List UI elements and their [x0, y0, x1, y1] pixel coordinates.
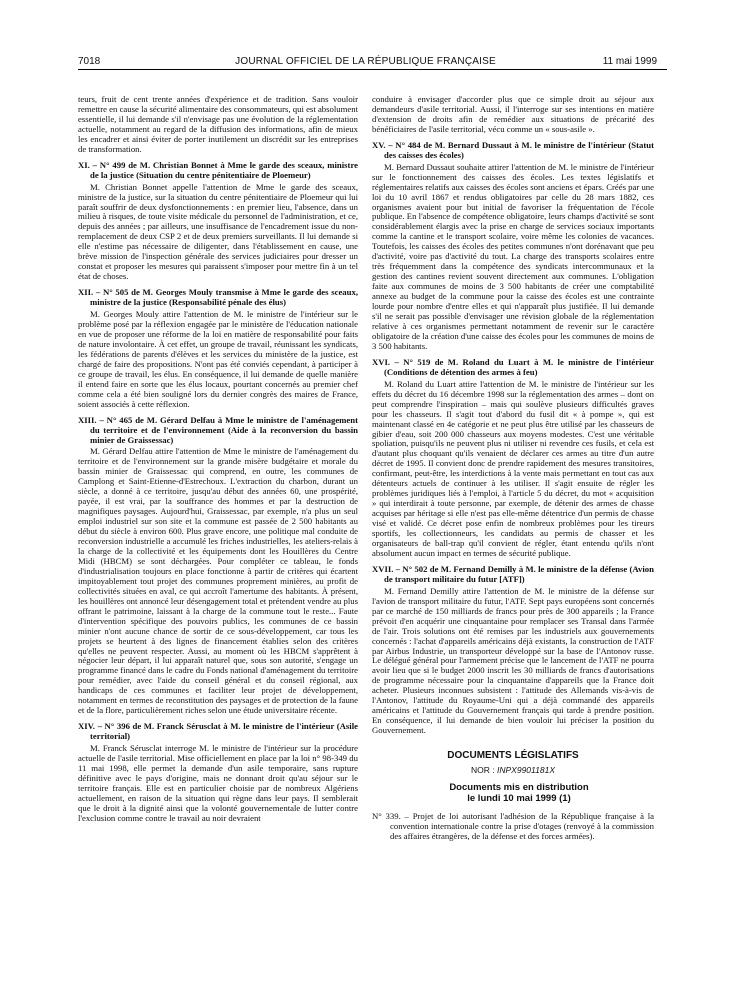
question-number: XI. – N° 499 de M. Christian Bonnet: [78, 159, 218, 170]
question-title: [78, 288, 358, 308]
question-body: M. Roland du Luart attire l'attention de M. le ministre de l'intérieur sur les effets du décret du 16 décembre 1998 sur la réglementation des armes – dont on peut comprendre l'inspiration – mais qui soulève plusieurs difficultés graves pour les chasseurs. Il s'agit tout d'abord du fusil dit « à pompe », qui est maintenant classé en 4e catégorie et ne peut plus être utilisé par les chasseurs de gibier d'eau, soit 200 000 chasseurs aux moyens modestes. C'est une véritable spoliation, puisqu'ils ne peuvent plus ni utiliser ni revendre ces fusils, et cela est d'autant plus choquant qu'ils venaient de déclarer ces armes au titre d'un autre décret de 1995. Il convient donc de prendre rapidement des mesures transitoires, confirmant, peut-être, les interdictions à la vente mais permettant en tout cas aux détenteurs actuels de continuer à les utiliser. Il s'agit ensuite de régler les problèmes juridiques liés à l'emploi, à l'article 5 du décret, du mot « acquisition » qui interdirait à toute personne, par exemple, de détenir des armes de chasse acquises par héritage si elle n'est pas elle-même détentrice d'un permis de chasse visé et validé. Ce décret pose enfin de nombreux problèmes pour les tireurs sportifs, les collectionneurs, les candidats au permis de chasser et les organisateurs de ball-trap qu'il convient de régler, étant entendu qu'ils n'ont absolument aucun impact en termes de sécurité publique.: [372, 378, 654, 558]
question-number: XVI. – N° 519 de M. Roland du Luart: [372, 356, 530, 367]
question-body: M. Franck Sérusclat interroge M. le ministre de l'intérieur sur la procédure actuelle de l'asile territorial. Mise officiellement en place par la loi n° 98-349 du 11 mai 1998, elle permet la demande d'un asile temporaire, sans rupture définitive avec le pays d'origine, mais ne donnant droit qu'au séjour sur le territoire français. Elle est en particulier choisie par de nombreux Algériens actuellement, en raison de la situation qui règne dans leur pays. Il semblerait que le droit à la dignité ainsi que la volonté gouvernementale de lutter contre l'exclusion comme contre le travail au noir devraient: [78, 743, 358, 823]
question-title: [372, 358, 654, 378]
nor-reference: [372, 764, 654, 776]
question-body: M. Bernard Dussaut souhaite attirer l'attention de M. le ministre de l'intérieur sur le fonctionnement des caisses des écoles. Les textes législatifs et réglementaires relatifs aux caisses des écoles sont anciens et épars. Créés par une loi du 10 avril 1867 et rendus obligatoires par celle du 28 mars 1882, ces organismes avaient pour but initial de favoriser la fréquentation de l'école publique. En l'absence de compétence obligatoire, leurs champs d'activité se sont considérablement élargis avec la prise en charge de services sociaux importants comme la cantine et le transport scolaire, voire même les colonies de vacances. Toutefois, les caisses des écoles des petites communes n'ont dorénavant que peu d'activité, voire pas d'activité du tout. La charge des transports scolaires entre très fréquemment dans la compétence des syndicats intercommunaux et la gestion des cantines revient souvent directement aux communes. L'obligation faite aux communes de moins de 3 500 habitants de créer une comptabilité annexe au budget de la commune pour la caisse des écoles est une contrainte lourde pour nombre d'entre elles et qui n'apparaît plus justifiée. Il lui demande s'il ne serait pas possible d'envisager une révision globale de la réglementation relative à ces organismes permettant notamment de revenir sur le caractère obligatoire de la création d'une caisse des écoles pour les communes de moins de 3 500 habitants.: [372, 161, 654, 351]
question-title: [78, 161, 358, 181]
question-number: XIV. – N° 396 de M. Franck Sérusclat: [78, 721, 221, 732]
question-number: XII. – N° 505 de M. Georges Mouly: [78, 287, 213, 298]
question-subject: à M. le ministre de la défense (Avion de transport militaire du futur [ATF]): [384, 563, 654, 584]
left-column: [78, 95, 358, 985]
question-number: XVII. – N° 502 de M. Fernand Demilly: [372, 563, 517, 574]
right-column: [372, 95, 654, 985]
nor-label: NOR :: [471, 765, 495, 776]
question-subject: à M. le ministre de l'intérieur (Conditions de détention des armes à feu): [384, 356, 654, 377]
documents-date: le lundi 10 mai 1999 (1): [467, 793, 571, 805]
documents-subheading: Documents mis en distribution: [449, 782, 589, 794]
question-body: M. Fernand Demilly attire l'attention de M. le ministre de la défense sur l'avion de transport militaire du futur, l'ATF. Sept pays européens sont concernés par ce marché de 150 milliards de francs pour près de 300 appareils ; la France prévoit d'en acquérir une cinquantaine pour remplacer ses Transal dans l'armée de l'air. Trois solutions ont été remises par les industriels aux gouvernements concernés : l'achat d'appareils américains déjà existants, la construction de l'ATF par Airbus Industrie, un transporteur développé sur la base de l'Antonov russe. Le délégué général pour l'armement précise que le lancement de l'ATF ne pourra avoir lieu que si le budget 2000 inscrit les 30 milliards de francs d'autorisations de programme nécessaire pour la cinquantaine d'appareils que la France doit acheter. Plusieurs inconnues subsistent : l'attitude des Allemands vis-à-vis de l'Antonov, l'attitude du Royaume-Uni qui a déjà commandé des appareils américains et l'attitude du Gouvernement français qui tarde à prendre position. En conséquence, il lui demande de bien vouloir lui préciser la position du Gouvernement.: [372, 585, 654, 736]
question-body: M. Gérard Delfau attire l'attention de Mme le ministre de l'aménagement du territoire et de l'environnement sur la grande misère budgétaire et morale du bassin minier de Graissessac qui comprend, en outre, les communes de Camplong et Saint-Etienne-d'Estrechoux. L'extraction du charbon, durant un siècle, a donné à ce territoire, jusqu'au début des années 60, une prospérité, payée, il est vrai, par la souffrance des hommes et par la destruction de magnifiques paysages. Aujourd'hui, Graissessac, par exemple, n'a plus un seul emploi industriel sur son site et la commune est passée de 2 500 habitants au début du siècle à environ 600. Plus grave encore, une politique mal conduite de reconversion industrielle a accumulé les friches industrielles, les ateliers-relais à la charge de la collectivité et les équipements dont les Houillères du Centre Midi (HBCM) se sont déchargées. Pour compléter ce tableau, le fonds d'industrialisation toujours en place fonctionne à partir de critères qui écartent impitoyablement tout projet des communes proprement minières, au profit de collectivités situées en aval, ce qui accroît l'amertume des habitants. À présent, les houillères ont annoncé leur désengagement total et prétendent vendre au plus offrant le patrimoine, laissant à la charge de la commune tout le reste... Faute d'intervention spécifique des pouvoirs publics, les communes de ce bassin minier n'ont aucune chance de sortir de ce sous-développement, car tous les projets se heurtent à des lignes de financement établies selon des critères qu'elles ne peuvent respecter. Aussi, au moment où les HBCM s'apprêtent à négocier leur départ, il lui apparaît naturel que, sous son autorité, s'engage un programme financé dans le cadre du Fonds national d'aménagement du territoire pour remédier, avec l'aide du conseil général et du conseil régional, aux handicaps de ces communes et faciliter leur projet de développement, notamment en termes de reconstitution des paysages et de protection de la faune et de la flore, particulièrement riches selon une étude universitaire récente.: [78, 446, 358, 716]
continued-text: teurs, fruit de cent trente années d'expérience et de tradition. Sans vouloir remettre en cause la sécurité alimentaire des consommateurs, qui est absolument essentielle, il lui demande s'il n'envisage pas une évolution de la réglementation actuelle, notamment au regard de la diffusion des informations, afin de mieux les encadrer et ainsi éviter de porter inutilement un discrédit sur les entreprises de transformation.: [78, 95, 358, 154]
question-subject: transmise à Mme le garde des sceaux, ministre de la justice (Responsabilité pénale des élus): [90, 287, 358, 308]
question-subject: à Mme le garde des sceaux, ministre de la justice (Situation du centre pénitentiaire de Ploemeur): [90, 159, 358, 180]
question-subject: à M. le ministre de l'intérieur (Asile territorial): [90, 721, 358, 742]
question-title: [372, 141, 654, 161]
page-number: 7018: [78, 56, 101, 67]
issue-date: 11 mai 1999: [602, 56, 657, 67]
question-title: [78, 722, 358, 742]
question-number: XV. – N° 484 de M. Bernard Dussaut: [372, 139, 512, 150]
question-subject: à Mme le ministre de l'aménagement du territoire et de l'environnement (Aide à la reconversion du bassin minier de Graissessac): [90, 414, 358, 445]
question-title: [78, 416, 358, 446]
continued-text: conduire à envisager d'accorder plus que ce simple droit au séjour aux demandeurs d'asile territorial. Aussi, il l'interroge sur ses intentions en matière d'extension de droits afin de remédier aux situations de précarité des bénéficiaires de l'asile territorial, vécu comme un « sous-asile ».: [372, 95, 654, 134]
question-body: M. Georges Mouly attire l'attention de M. le ministre de l'intérieur sur le problème posé par la réflexion engagée par le ministère de l'éducation nationale en vue de proposer une réforme de la loi en matière de responsabilité pour faits de nature involontaire. À cet effet, un groupe de travail, réunissant les syndicats, les fédérations de parents d'élèves et les services du ministère de la justice, est chargé de faire des propositions. N'ont pas été conviés cependant, à participer à ce groupe de travail, les élus. En conséquence, il lui demande de quelle manière il entend faire en sorte que les élus locaux, pourtant concernés au premier chef comme cela a été bien souligné lors du dernier congrès des maires de France, soient associés à cette réflexion.: [78, 309, 358, 409]
question-subject: à M. le ministre de l'intérieur (Statut des caisses des écoles): [384, 139, 654, 160]
journal-title: JOURNAL OFFICIEL DE LA RÉPUBLIQUE FRANÇAISE: [235, 56, 496, 67]
header-rule: [78, 69, 667, 70]
question-body: M. Christian Bonnet appelle l'attention de Mme le garde des sceaux, ministre de la justice, sur la situation du centre pénitentiaire de Ploemeur qui lui paraît souffrir de deux dysfonctionnements : en premier lieu, l'absence, dans un milieu à risques, de toute visite médicale du personnel de l'administration, et ce, depuis des années ; par ailleurs, une insuffisance de l'encadrement issue du non-remplacement de deux CSP 2 et de deux premiers surveillants. Il lui demande si elle n'estime pas nécessaire de diligenter, dans l'établissement en cause, une brève mission de l'inspection générale des services judiciaires pour dresser un constat et proposer les mesures qui paraissent s'imposer pour mettre fin à un tel état de choses.: [78, 181, 358, 282]
section-heading: DOCUMENTS LÉGISLATIFS: [447, 750, 579, 762]
question-title: [372, 565, 654, 585]
nor-code: INPX9901181X: [497, 765, 555, 776]
question-number: XIII. – N° 465 de M. Gérard Delfau: [78, 414, 215, 425]
document-item: N° 339. – Projet de loi autorisant l'adhésion de la République française à la convention internationale contre la prise d'otages (renvoyé à la commission des affaires étrangères, de la défense et des forces armées).: [372, 811, 654, 841]
